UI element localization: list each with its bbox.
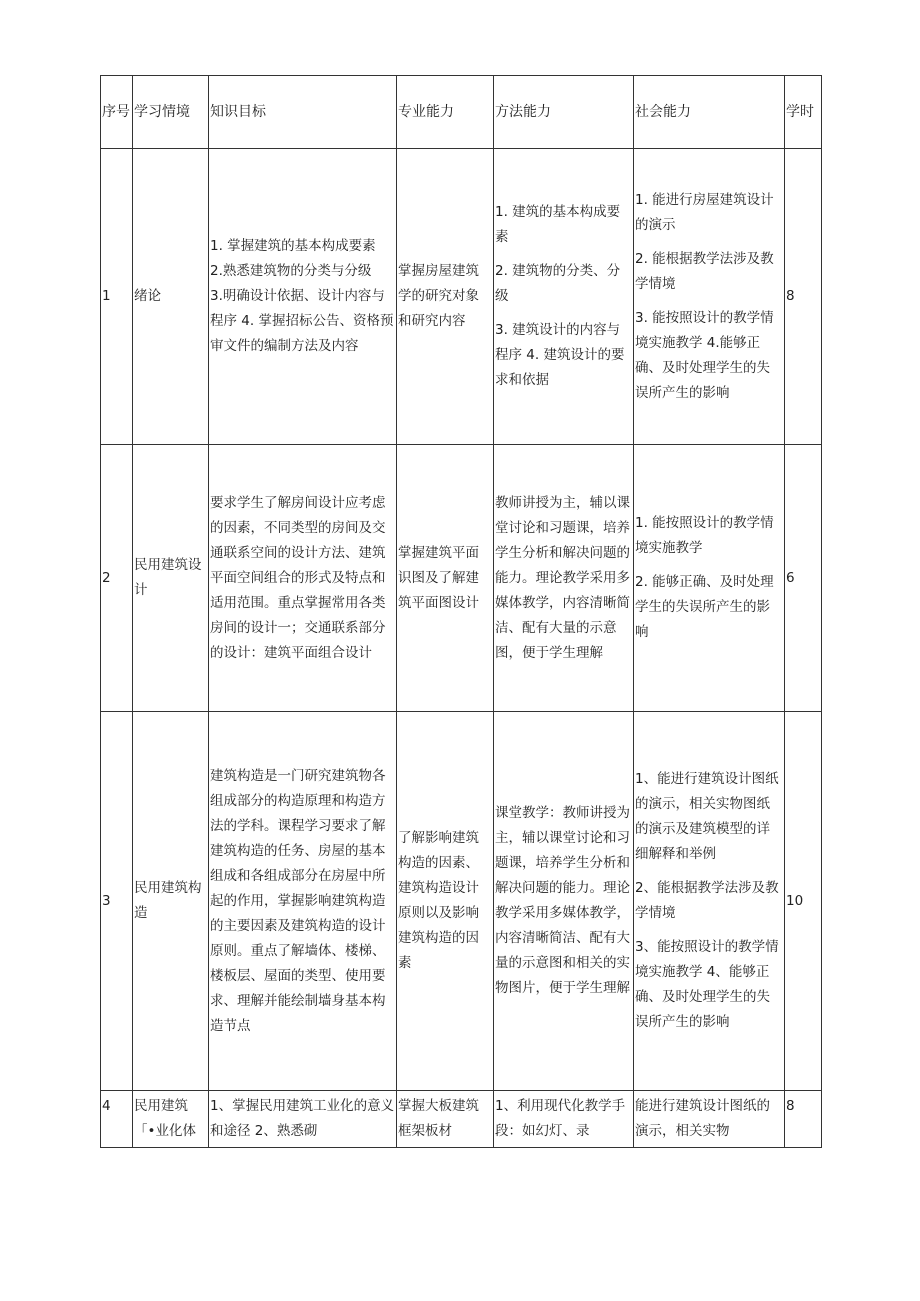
header-hours: 学时	[785, 76, 822, 149]
method-item: 1. 建筑的基本构成要素	[495, 204, 621, 245]
header-no: 序号	[101, 76, 133, 149]
row-number: 2	[101, 445, 133, 712]
row-social	[634, 149, 785, 445]
knowledge-text: 1、掌握民用建筑工业化的意义和途径 2、熟悉砌	[210, 1098, 395, 1139]
row-method	[494, 445, 634, 712]
row-knowledge	[209, 149, 397, 445]
table-row	[101, 445, 822, 712]
row-social	[634, 712, 785, 1091]
social-item: 3. 能按照设计的教学情境实施教学 4.能够正确、及时处理学生的失误所产生的影响	[635, 309, 774, 401]
row-hours: 8	[785, 1091, 822, 1148]
row-number: 3	[101, 712, 133, 1091]
social-item: 2、能根据教学法涉及教学情境	[635, 880, 779, 921]
row-number: 1	[101, 149, 133, 445]
method-item: 教师讲授为主，辅以课堂讨论和习题课，培养学生分析和解决问题的能力。理论教学采用多媒体教学，内容清晰简洁、配有大量的示意图，便于学生理解	[495, 494, 630, 661]
row-knowledge	[209, 445, 397, 712]
row-professional: 掌握建筑平面识图及了解建筑平面图设计	[397, 445, 494, 712]
row-hours: 6	[785, 445, 822, 712]
header-social: 社会能力	[634, 76, 785, 149]
row-social	[634, 445, 785, 712]
social-item: 1. 能进行房屋建筑设计的演示	[635, 191, 774, 233]
row-professional: 了解影响建筑构造的因素、建筑构造设计原则以及影响建筑构造的因素	[397, 712, 494, 1091]
table-row	[101, 1091, 822, 1148]
knowledge-text: 1. 掌握建筑的基本构成要素 2.熟悉建筑物的分类与分级 3.明确设计依据、设计内容与程序 4. 掌握招标公告、资格预审文件的编制方法及内容	[210, 238, 394, 354]
method-item: 3. 建筑设计的内容与程序 4. 建筑设计的要求和依据	[495, 322, 625, 388]
method-item: 1、利用现代化教学手段：如幻灯、录	[495, 1098, 626, 1139]
table-row	[101, 712, 822, 1091]
row-method	[494, 149, 634, 445]
row-hours: 10	[785, 712, 822, 1091]
row-context: 民用建筑「•业化体	[133, 1091, 209, 1148]
header-context: 学习情境	[133, 76, 209, 149]
row-social	[634, 1091, 785, 1148]
header-row	[101, 76, 822, 149]
knowledge-text: 建筑构造是一门研究建筑物各组成部分的构造原理和构造方法的学科。课程学习要求了解建筑构造的任务、房屋的基本组成和各组成部分在房屋中所起的作用，掌握影响建筑构造的主要因素及建筑构造的设计原则。重点了解墙体、楼梯、楼板层、屋面的类型、使用要求、理解并能绘制墙身基本构造节点	[210, 767, 386, 1034]
social-item: 2. 能根据教学法涉及教学情境	[635, 250, 774, 292]
row-knowledge	[209, 712, 397, 1091]
row-number: 4	[101, 1091, 133, 1148]
row-professional: 掌握房屋建筑学的研究对象和研究内容	[397, 149, 494, 445]
row-knowledge	[209, 1091, 397, 1148]
row-hours: 8	[785, 149, 822, 445]
method-item: 课堂教学：教师讲授为主，辅以课堂讨论和习题课，培养学生分析和解决问题的能力。理论教学采用多媒体教学，内容清晰简洁、配有大量的示意图和相关的实物图片，便于学生理解	[495, 805, 630, 996]
row-context: 民用建筑设计	[133, 445, 209, 712]
header-knowledge: 知识目标	[209, 76, 397, 149]
social-item: 1. 能按照设计的教学情境实施教学	[635, 515, 774, 556]
social-item: 3、能按照设计的教学情境实施教学 4、能够正确、及时处理学生的失误所产生的影响	[635, 939, 779, 1030]
table-row	[101, 149, 822, 445]
row-context: 民用建筑构造	[133, 712, 209, 1091]
knowledge-text: 要求学生了解房间设计应考虑的因素，不同类型的房间及交通联系空间的设计方法、建筑平面空间组合的形式及特点和适用范围。重点掌握常用各类房间的设计一；交通联系部分的设计：建筑平面组合设计	[210, 494, 386, 661]
header-method: 方法能力	[494, 76, 634, 149]
method-item: 2. 建筑物的分类、分级	[495, 263, 621, 304]
row-method	[494, 712, 634, 1091]
row-professional: 掌握大板建筑框架板材	[397, 1091, 494, 1148]
row-method	[494, 1091, 634, 1148]
course-table	[100, 75, 822, 1148]
social-item: 能进行建筑设计图纸的演示，相关实物	[635, 1098, 770, 1139]
social-item: 1、能进行建筑设计图纸的演示，相关实物图纸的演示及建筑模型的详细解释和举例	[635, 771, 779, 862]
header-professional: 专业能力	[397, 76, 494, 149]
row-context: 绪论	[133, 149, 209, 445]
social-item: 2. 能够正确、及时处理学生的失误所产生的影响	[635, 574, 774, 640]
